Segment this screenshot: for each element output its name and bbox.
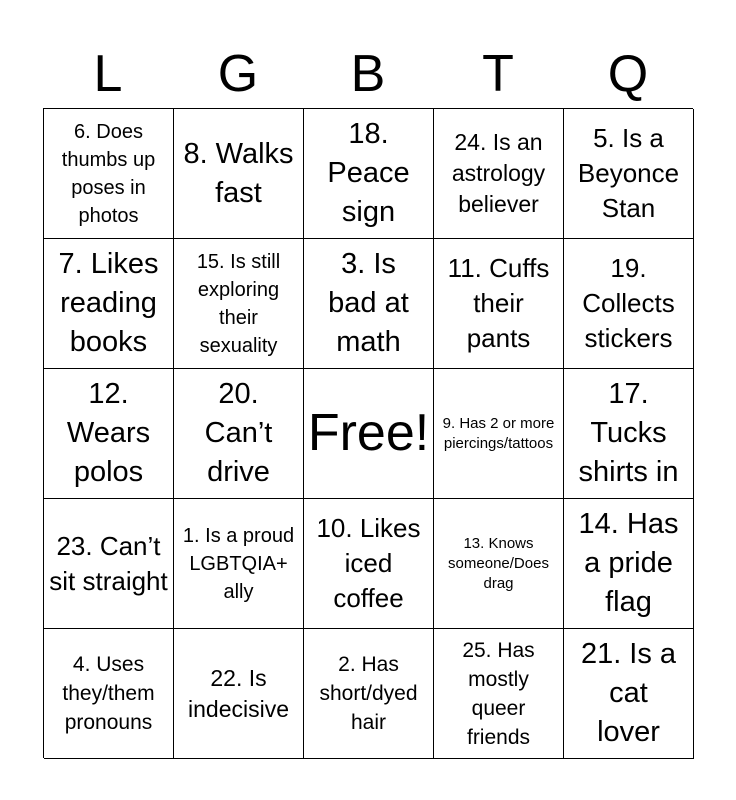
bingo-cell-text: 1. Is a proud LGBTQIA+ ally — [182, 524, 295, 603]
bingo-cell[interactable] — [174, 629, 304, 759]
bingo-cell[interactable] — [564, 629, 694, 759]
bingo-cell-text: 12. Wears polos — [66, 378, 151, 488]
bingo-cell[interactable] — [44, 239, 174, 369]
bingo-cell-text: 11. Cuffs their pants — [447, 253, 550, 353]
bingo-cell-text: 18. Peace sign — [327, 118, 410, 228]
bingo-cell-text: 5. Is a Beyonce Stan — [577, 123, 680, 223]
bingo-cell-text: 9. Has 2 or more piercings/tattoos — [442, 414, 555, 452]
free-space-text: Free! — [307, 403, 430, 462]
bingo-cell[interactable] — [564, 499, 694, 629]
bingo-cell[interactable] — [564, 239, 694, 369]
bingo-cell-text: 2. Has short/dyed hair — [319, 653, 418, 734]
bingo-cell[interactable] — [564, 109, 694, 239]
bingo-cell-text: 25. Has mostly queer friends — [462, 638, 535, 749]
bingo-cell[interactable] — [434, 629, 564, 759]
bingo-cell[interactable] — [304, 109, 434, 239]
bingo-header — [43, 40, 693, 108]
bingo-cell[interactable] — [174, 369, 304, 499]
header-letter-q: Q — [607, 45, 649, 103]
bingo-cell-text: 10. Likes iced coffee — [316, 513, 421, 613]
bingo-cell-text: 17. Tucks shirts in — [578, 378, 679, 488]
bingo-cell-text: 19. Collects stickers — [582, 253, 675, 353]
bingo-cell[interactable] — [174, 109, 304, 239]
bingo-board — [43, 108, 693, 758]
bingo-cell[interactable] — [434, 369, 564, 499]
bingo-cell-text: 23. Can’t sit straight — [49, 530, 168, 596]
free-space-cell[interactable] — [304, 369, 434, 499]
bingo-cell[interactable] — [304, 239, 434, 369]
bingo-cell[interactable] — [44, 109, 174, 239]
bingo-cell[interactable] — [434, 239, 564, 369]
bingo-cell-text: 15. Is still exploring their sexuality — [196, 250, 281, 357]
bingo-cell-text: 13. Knows someone/Does drag — [448, 534, 549, 592]
bingo-cell-text: 7. Likes reading books — [58, 248, 159, 358]
bingo-cell-text: 22. Is indecisive — [188, 664, 289, 722]
bingo-cell[interactable] — [434, 109, 564, 239]
bingo-cell[interactable] — [44, 369, 174, 499]
bingo-cell-text: 24. Is an astrology believer — [451, 129, 546, 217]
bingo-cell-text: 6. Does thumbs up poses in photos — [61, 120, 156, 227]
bingo-cell[interactable] — [174, 499, 304, 629]
bingo-cell-text: 4. Uses they/them pronouns — [62, 653, 155, 734]
header-letter-t: T — [482, 45, 514, 103]
bingo-cell-text: 3. Is bad at math — [328, 248, 409, 358]
bingo-cell[interactable] — [434, 499, 564, 629]
bingo-cell[interactable] — [44, 629, 174, 759]
bingo-cell-text: 8. Walks fast — [183, 137, 294, 209]
bingo-cell[interactable] — [174, 239, 304, 369]
header-letter-l: L — [93, 45, 123, 103]
bingo-cell[interactable] — [304, 499, 434, 629]
bingo-cell-text: 21. Is a cat lover — [580, 638, 677, 748]
bingo-cell[interactable] — [564, 369, 694, 499]
header-letter-b: B — [350, 45, 386, 103]
bingo-cell[interactable] — [44, 499, 174, 629]
header-letter-g: G — [217, 45, 259, 103]
bingo-cell-text: 20. Can’t drive — [204, 378, 273, 488]
bingo-cell-text: 14. Has a pride flag — [578, 508, 679, 618]
bingo-cell[interactable] — [304, 629, 434, 759]
